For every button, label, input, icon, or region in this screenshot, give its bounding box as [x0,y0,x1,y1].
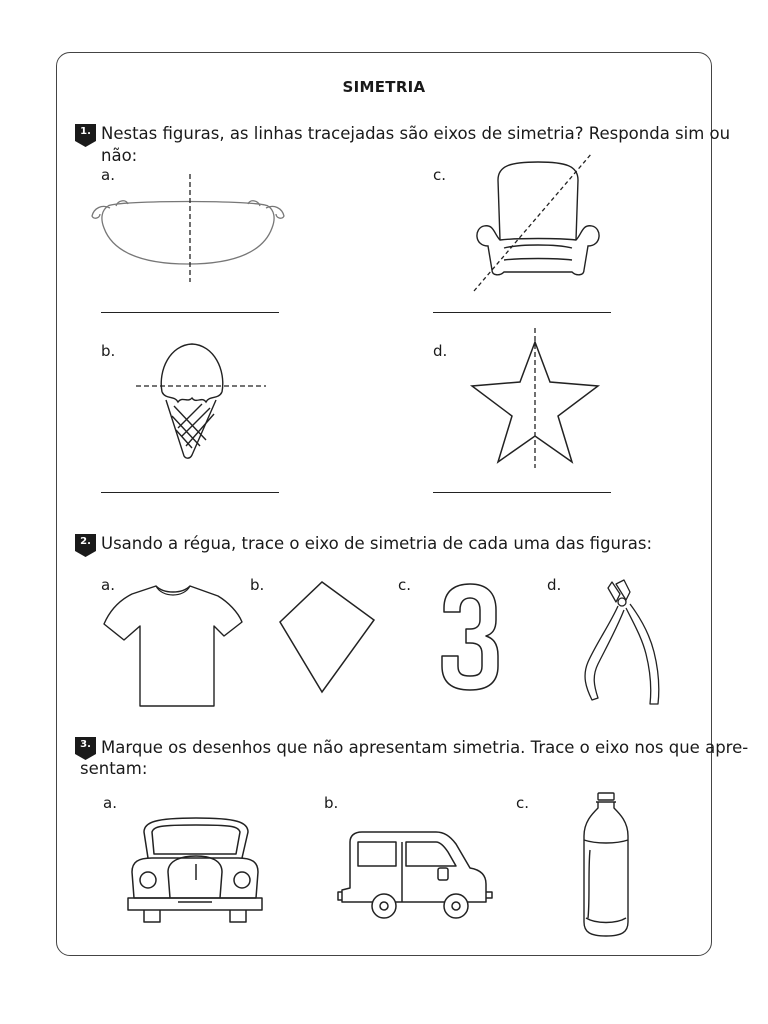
q1-label-c: c. [433,166,447,184]
q2-label-d: d. [547,576,562,594]
q3-label-c: c. [516,794,530,812]
tshirt-icon [102,582,244,710]
car-front-icon [126,814,264,926]
question-1-text: Nestas figuras, as linhas tracejadas são eixos de simetria? Responda sim ou não: [101,124,731,165]
star-icon [468,326,602,470]
answer-line-b[interactable] [101,492,279,493]
number-three-icon [438,580,502,694]
pot-icon [88,170,298,288]
q1-label-d: d. [433,342,448,360]
page-title: SIMETRIA [342,78,426,96]
question-3-text-line1: Marque os desenhos que não apresentam simetria. Trace o eixo nos que apre- [101,738,749,757]
q1-label-b: b. [101,342,116,360]
armchair-icon [470,150,610,295]
question-3-text-line2: sentam: [80,759,148,778]
q3-label-a: a. [103,794,117,812]
ice-cream-icon [134,340,270,460]
bottle-icon [576,790,636,940]
answer-line-a[interactable] [101,312,279,313]
answer-line-c[interactable] [433,312,611,313]
q2-label-b: b. [250,576,265,594]
q1-label-a: a. [101,166,115,184]
answer-line-d[interactable] [433,492,611,493]
question-2-text: Usando a régua, trace o eixo de simetria de cada uma das figuras: [101,534,653,553]
q2-label-a: a. [101,576,115,594]
kite-icon [278,580,378,696]
pliers-icon [572,578,664,712]
question-2-badge: 2. [75,534,96,557]
q3-label-b: b. [324,794,339,812]
question-1-badge: 1. [75,124,96,147]
question-3-badge: 3. [75,737,96,760]
q2-label-c: c. [398,576,412,594]
car-side-icon [336,826,496,922]
